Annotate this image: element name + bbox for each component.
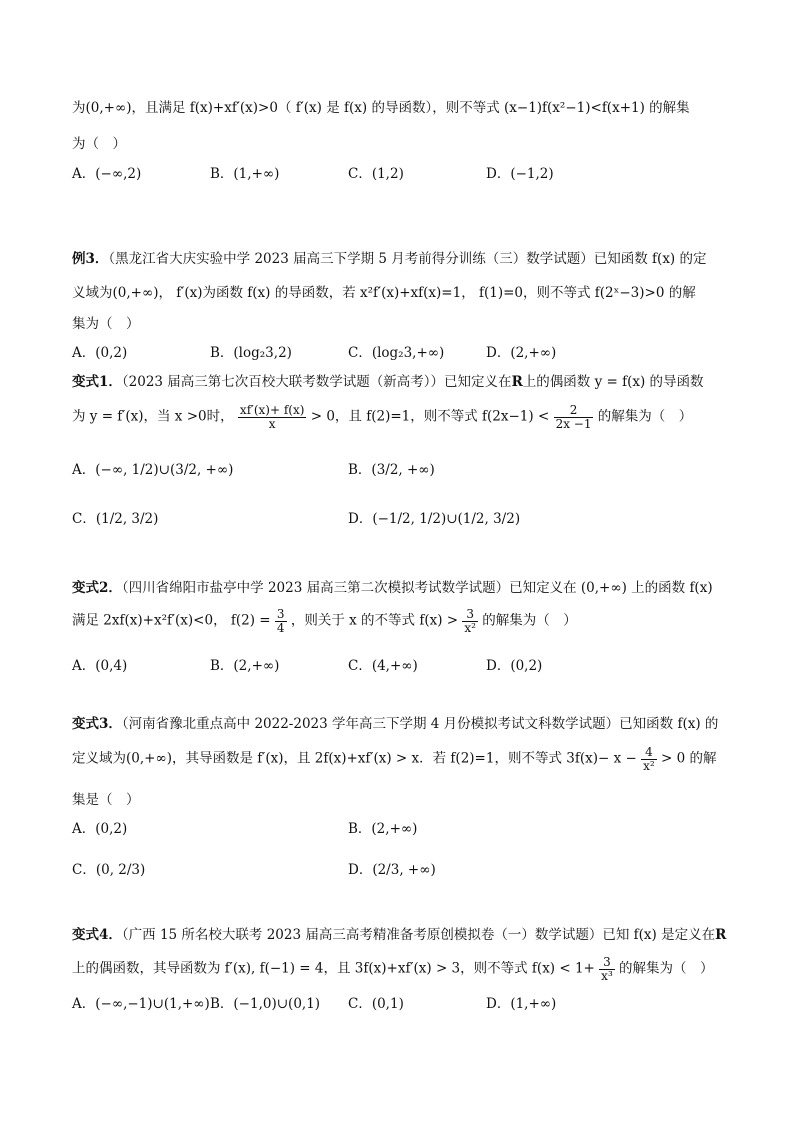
- v3-option-c: [72, 858, 145, 878]
- v2-fraction-2-denominator: x²: [464, 620, 476, 635]
- v4-option-a: A．(−∞,−1)∪(1,+∞): [72, 996, 210, 1012]
- v2-option-a: A．(0,4): [72, 658, 128, 674]
- v4-line-2a: 上的偶函数，其导函数为 f′(x), f(−1) = 4，且 3f(x)+xf′(x) > 3，则不等式 f(x) < 1+: [72, 960, 595, 977]
- ex3-option-c: C．(log₂3,+∞): [348, 345, 445, 361]
- v1-option-b: [348, 458, 435, 478]
- ex2-option-b: B．(1,+∞): [210, 166, 280, 182]
- v3-text-line-3: 集是（ ）: [72, 792, 140, 808]
- v4-fraction-1: [599, 956, 615, 982]
- v4-option-c: C．(0,1): [348, 996, 404, 1012]
- v2-text-line-1: [72, 576, 713, 596]
- v4-line-1-text: （广西 15 所名校大联考 2023 届高三高考精准备考原创模拟卷（一）数学试题）已知 f(x) 是定义在: [121, 927, 716, 943]
- v4-line-2b: 的解集为（ ）: [619, 960, 714, 977]
- v1-real-set: R: [511, 374, 523, 390]
- v2-fraction-1-numerator: 3: [276, 607, 285, 621]
- v4-text-line-2: [72, 956, 714, 982]
- ex3-line-1-text: （黑龙江省大庆实验中学 2023 届高三下学期 5 月考前得分训练（三）数学试题）已知函数 f(x) 的定: [108, 251, 707, 267]
- v1-option-c-prefix: C．: [72, 511, 96, 527]
- v3-text-line-2: [72, 746, 716, 772]
- v1-option-c: [72, 507, 158, 527]
- v3-option-d: [348, 858, 436, 878]
- ex2-text-line-2: 为（ ）: [72, 136, 126, 152]
- v2-fraction-2: [462, 608, 478, 634]
- v1-fraction-1-numerator: xf′(x)+ f(x): [239, 403, 305, 417]
- ex2-option-d: D．(−1,2): [486, 166, 554, 182]
- v3-option-c-value: (0, 2/3): [95, 862, 146, 878]
- ex3-option-d: D．(2,+∞): [486, 345, 557, 361]
- ex3-text-line-1: [72, 247, 707, 267]
- v1-option-a: [72, 458, 233, 478]
- v3-option-d-prefix: D．: [348, 862, 373, 878]
- v3-option-d-value: (2/3, +∞): [372, 862, 436, 878]
- v1-line-2b: > 0，且 f(2)=1，则不等式 f(2x−1) <: [310, 408, 550, 425]
- v2-fraction-2-numerator: 3: [462, 608, 478, 622]
- ex3-text-line-2: 义域为(0,+∞)， f′(x)为函数 f(x) 的导函数，若 x²f′(x)+xf(x)=1， f(1)=0，则不等式 f(2ˣ−3)>0 的解: [72, 285, 696, 301]
- v4-text-line-1: [72, 923, 726, 943]
- v2-line-2b: ，则关于 x 的不等式 f(x) >: [290, 612, 459, 629]
- ex3-option-a: A．(0,2): [72, 345, 128, 361]
- v2-line-1-text: （四川省绵阳市盐亭中学 2023 届高三第二次模拟考试数学试题）已知定义在 (0,+∞) 上的函数 f(x): [121, 580, 713, 596]
- v1-fraction-1-denominator: x: [268, 416, 276, 431]
- v2-fraction-1-denominator: 4: [276, 620, 285, 635]
- v3-text-line-1: [72, 712, 718, 732]
- v1-option-d: [348, 507, 520, 527]
- v2-label: 变式2．: [72, 580, 122, 596]
- v2-line-2c: 的解集为（ ）: [482, 612, 577, 629]
- ex2-option-a: A．(−∞,2): [72, 166, 142, 182]
- v1-option-b-value: (3/2, +∞): [371, 462, 435, 478]
- v1-fraction-2: [554, 404, 594, 430]
- v4-option-b: B．(−1,0)∪(0,1): [210, 996, 321, 1012]
- ex3-label: 例3．: [72, 251, 109, 267]
- v1-text-line-2: [72, 404, 692, 430]
- v2-option-c: C．(4,+∞): [348, 658, 418, 674]
- ex3-text-line-3: 集为（ ）: [72, 316, 140, 332]
- v1-option-d-value: (−1/2, 1/2)∪(1/2, 3/2): [372, 511, 521, 527]
- v2-option-d: D．(0,2): [486, 658, 543, 674]
- v1-text-line-1: [72, 370, 704, 390]
- v3-option-b: B．(2,+∞): [348, 821, 418, 837]
- v4-real-set: R: [715, 927, 727, 943]
- v3-fraction-1-denominator: x²: [643, 758, 655, 773]
- v1-line-1b: 上的偶函数 y = f(x) 的导函数: [522, 374, 704, 390]
- v3-option-a: A．(0,2): [72, 821, 128, 837]
- v1-fraction-2-numerator: 2: [554, 404, 594, 418]
- v1-option-b-prefix: B．: [348, 462, 372, 478]
- ex3-option-b: B．(log₂3,2): [210, 345, 292, 361]
- v1-option-a-value: (−∞, 1/2)∪(3/2, +∞): [95, 462, 234, 478]
- v3-line-2b: > 0 的解: [660, 750, 717, 767]
- v1-option-c-value: (1/2, 3/2): [95, 511, 159, 527]
- v2-text-line-2: [72, 608, 577, 634]
- v3-label: 变式3．: [72, 716, 122, 732]
- v4-fraction-1-numerator: 3: [599, 956, 615, 970]
- v3-fraction-1: [641, 746, 657, 772]
- v1-line-1a: （2023 届高三第七次百校大联考数学试题（新高考））已知定义在: [121, 374, 512, 390]
- v4-fraction-1-denominator: x³: [601, 968, 613, 983]
- v1-fraction-1: [238, 404, 307, 430]
- v3-line-1-text: （河南省豫北重点高中 2022-2023 学年高三下学期 4 月份模拟考试文科数学试题）已知函数 f(x) 的: [121, 716, 719, 732]
- v4-option-d: D．(1,+∞): [486, 996, 557, 1012]
- v2-option-b: B．(2,+∞): [210, 658, 280, 674]
- v3-fraction-1-numerator: 4: [641, 746, 657, 760]
- v1-fraction-2-denominator: 2x −1: [555, 416, 592, 431]
- v2-fraction-1: [275, 608, 287, 634]
- v2-line-2a: 满足 2xf(x)+x²f′(x)<0， f(2) =: [72, 612, 271, 629]
- ex2-option-c: C．(1,2): [348, 166, 404, 182]
- v1-option-d-prefix: D．: [348, 511, 373, 527]
- v1-line-2a: 为 y = f′(x)，当 x >0时，: [72, 408, 234, 425]
- v4-label: 变式4．: [72, 927, 122, 943]
- v3-option-c-prefix: C．: [72, 862, 96, 878]
- ex2-text-line-1: 为(0,+∞)，且满足 f(x)+xf′(x)>0（ f′(x) 是 f(x) 的导函数），则不等式 (x−1)f(x²−1)<f(x+1) 的解集: [72, 100, 690, 116]
- v1-line-2c: 的解集为（ ）: [597, 408, 693, 425]
- v1-label: 变式1．: [72, 374, 122, 390]
- v3-line-2a: 定义域为(0,+∞)，其导函数是 f′(x)，且 2f(x)+xf′(x) > x．若 f(2)=1，则不等式 3f(x)− x −: [72, 750, 637, 767]
- v1-option-a-prefix: A．: [72, 462, 96, 478]
